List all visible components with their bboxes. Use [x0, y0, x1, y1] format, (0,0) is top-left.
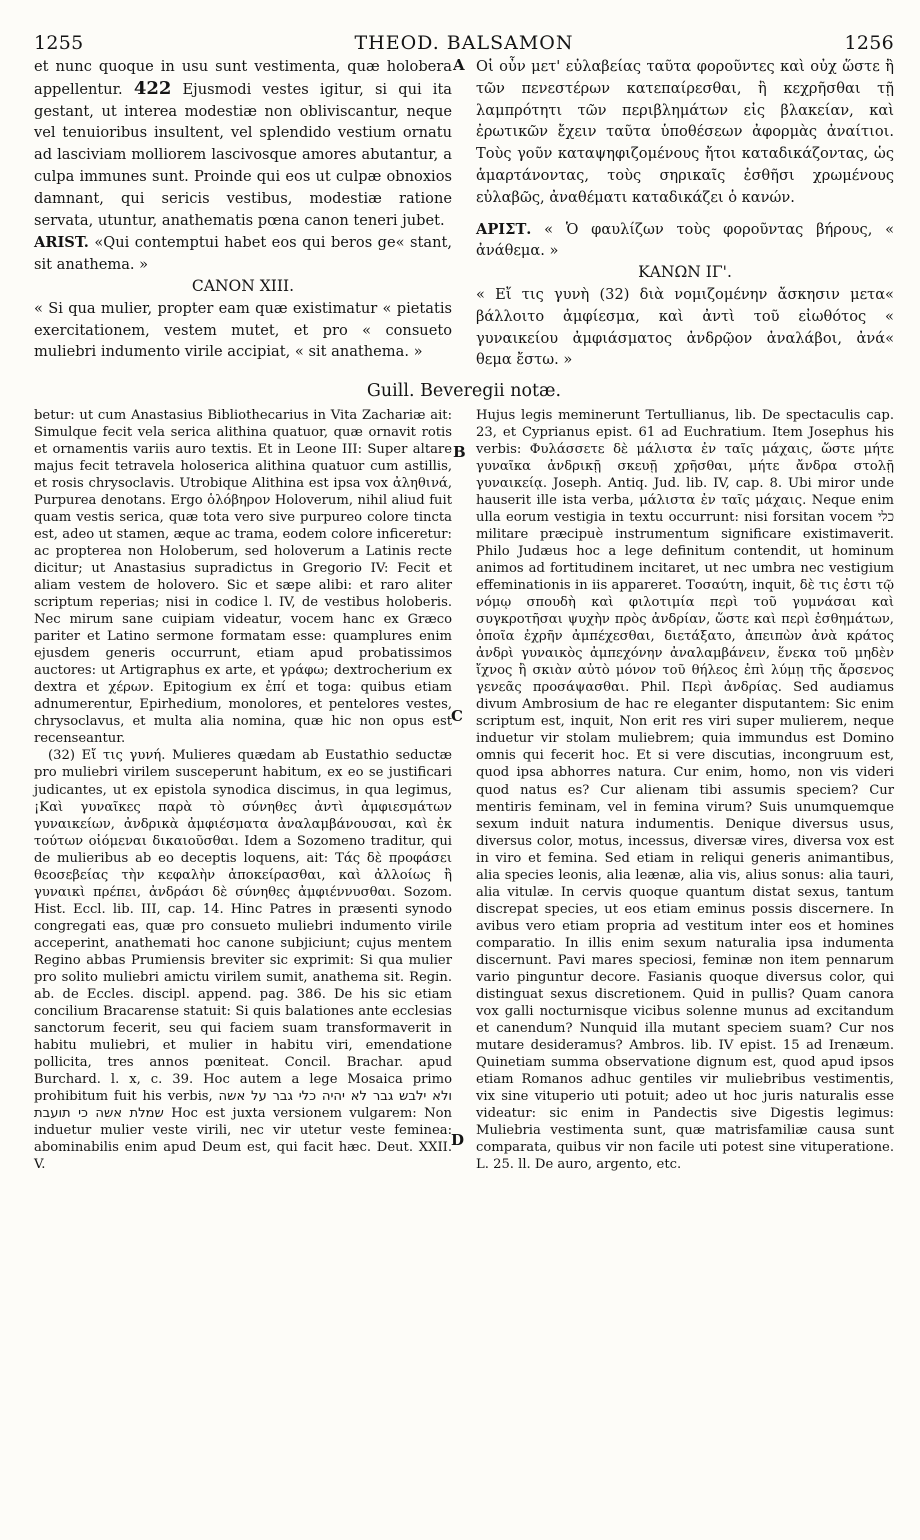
greek-paragraph: Οἱ οὖν μετ' εὐλαβείας ταῦτα φοροῦντες καὶ οὐχ ὥστε ἢ τῶν πενεστέρων κατεπαίρεσθαι, ἢ κεχρῆσθαι τῇ λαμπρότητι τῶν περιβλημάτων εἰς βλακείαν, καὶ ἐρωτικῶν ἔχειν ταῦτα ὑποθέσεων ἀφορμὰς ἀναίτιοι. Τοὺς γοῦν καταψηφιζομένους ἤτοι καταδικάζοντας, ὡς ἁμαρτάνοντας, τοὺς σηρικαῖς ἐσθῆσι χρωμένους εὐλαβῶς, ἀναθέματι καταδικάζει ὁ κανών.: [476, 58, 894, 206]
greek-column-upper: [476, 56, 894, 371]
note-32-text-cont: Hoc est juxta versionem vulgarem: Non induetur mulier veste virili, nec vir utetur veste feminea: abominabilis enim apud Deum est, qui facit hæc. Deut. XXII. V.: [34, 1105, 452, 1172]
arist-text-greek: « Ὁ φαυλίζων τοὺς φοροῦντας βήρους, « ἀνάθεμα. »: [476, 220, 895, 260]
canon-text-greek: « Εἴ τις γυνὴ (32) διὰ νομιζομένην ἄσκησιν μετα« βάλλοιτο ἀμφίεσμα, καὶ ἀντὶ τοῦ εἰωθότος « γυναικείου ἀμφιάσματος ἀνδρῷον ἀναλάβοι, ἀνά« θεμα ἔστω. »: [476, 285, 894, 369]
latin-text: et nunc quoque in usu sunt vestimenta, quæ holobera appellentur.: [34, 58, 452, 98]
arist-label-greek: ΑΡΙΣΤ.: [476, 220, 532, 238]
notes-section: [34, 407, 894, 1173]
canon-title-latin: CANON XIII.: [191, 276, 295, 295]
notes-column-right: [476, 407, 894, 1173]
note-32-text: (32) Εἴ τις γυνή. Mulieres quædam ab Eustathio seductæ pro muliebri virilem susceperunt habitum, ex eo se justificari judicantes, ut ex epistola synodica discimus, in qua legimus, ¡Καὶ γυναῖκες παρὰ τὸ σύνηθες ἀντὶ ἀμφιεσμάτων γυναικείων, ἀνδρικὰ ἀμφιέσματα ἀναλαμβάνουσαι, καὶ ἐκ τούτων οἰόμεναι δικαιοῦσθαι. Idem a Sozomeno traditur, qui de mulieribus ab eo deceptis loquens, ait: Τάς δὲ προφάσει θεοσεβείας τὴν κεφαλὴν ἀποκείρασθαι, καὶ ἀλλοίως ἢ γυναικὶ πρέπει, ἀνδράσι δὲ σύνηθες ἀμφιέννυσθαι. Sozom. Hist. Eccl. lib. III, cap. 14. Hinc Patres in præsenti synodo congregati eas, quæ pro consueto muliebri indumento virile acceperint, anathemati hoc canone subjiciunt; cujus mentem Regino abbas Prumiensis breviter sic exprimit: Si qua mulier pro solito muliebri amictu virilem sumit, anathema sit. Regin. ab. de Eccles. discipl. append. pag. 386. De his sic etiam concilium Bracarense statuit: Si quis balationes ante ecclesias sanctorum fecerit, seu qui faciem suam transformaverit in habitu muliebri, et mulier in habitu viri, emendatione pollicita, tres annos pœniteat. Concil. Brachar. apud Burchard. l. x, c. 39. Hoc autem a lege Mosaica primo prohibitum fuit his verbis,: [34, 748, 452, 1104]
arist-label: ARIST.: [34, 234, 89, 252]
page-number-right: 1256: [844, 32, 894, 54]
running-title: THEOD. BALSAMON: [354, 32, 574, 54]
arist-text: «Qui contemptui habet eos qui beros ge« stant, sit anathema. »: [34, 234, 453, 274]
latin-column-upper: [34, 56, 452, 371]
hebrew-verse-2: ולא ילבש גבר שמלת אשה כי תועבת: [34, 1088, 453, 1121]
canon-text-latin: « Si qua mulier, propter eam quæ existimatur « pietatis exercitationem, vestem mutet, et pro « consueto muliebri indumento virile accipiat, « sit anathema. »: [34, 299, 452, 361]
margin-letter-c: C: [451, 707, 463, 726]
hebrew-verse-1: לא יהיה כלי גבר על אשה: [218, 1088, 368, 1104]
note-paragraph-right: Hujus legis meminerunt Tertullianus, lib. De spectaculis cap. 23, et Cyprianus epist. 61 ad Euchratium. Item Josephus his verbis: Φυλάσσετε δὲ μάλιστα ἐν ταῖς μάχαις, ὥστε μήτε γυναῖκα ἀνδρικῇ σκευῇ χρῆσθαι, μήτε ἄνδρα στολῇ γυναικείᾳ. Joseph. Antiq. Jud. lib. IV, cap. 8. Ubi miror unde hauserit ille ista verba, μάλιστα ἐν ταῖς μάχαις. Neque enim ulla eorum vestigia in textu occurrunt: nisi forsitan vocem כלי militare præcipuè instrumentum significare existimaverit. Philo Judæus hoc a lege definitum contendit, ut hominum animos ad fortitudinem incitaret, ut nec umbra nec vestigium effeminationis in iis appareret. Τοσαύτη, inquit, δὲ τις ἐστι τῷ νόμῳ σπουδὴ καὶ φιλοτιμία περὶ τοῦ γυμνάσαι καὶ συγκροτῆσαι ψυχὴν πρὸς ἀνδρίαν, ὥστε καὶ περὶ ἐσθημάτων, ὁποῖα ἐχρῆν ἀμπέχεσθαι, διετάξατο, ἀπειπὼν ἀνὰ κράτος ἀνδρὶ γυναικὸς ἀμπεχόνην ἀναλαμβάνειν, ἕνεκα τοῦ μηδὲν ἴχνος ἢ σκιὰν αὐτὸ μόνον τοῦ θήλεος ἐπὶ λύμῃ τῆς ἄρσενος γενεᾶς προσάψασθαι. Phil. Περὶ ἀνδρίας. Sed audiamus divum Ambrosium de hac re eleganter disputantem: Sic enim scriptum est, inquit, Non erit res viri super mulierem, neque induetur vir stolam muliebrem; quia immundus est Domino omnis qui fecerit hoc. Et si vere discutias, incongruum est, quod ipsa abhorres natura. Cur enim, homo, non vis videri quod natus es? Cur alienam tibi assumis speciem? Cur mentiris feminam, vel in femina virum? Suis unumquemque sexum induit natura indumentis. Denique diversus usus, diversus color, motus, incessus, diversæ vires, diversa vox est in viro et femina. Sed etiam in reliqui generis animantibus, alia species leonis, alia leænæ, alia vis, alius sonus: alia tauri, alia vitulæ. In cervis quoque quantum distat sexus, tantum discrepat species, ut eos etiam eminus possis discernere. In avibus vero etiam propria ad vestitum inter eos et homines comparatio. In illis enim sexum naturalia ipsa indumenta discernunt. Pavi mares speciosi, feminæ non item pennarum vario pinguntur decore. Fasianis quoque diversus color, qui distinguat sexus discretionem. Quid in pullis? Quam canora vox galli nocturnisque vicibus solenne munus ad excitandum et canendum? Nunquid illa mutant speciem suam? Cur nos mutare desideramus? Ambros. lib. IV epist. 15 ad Irenæum. Quinetiam summa observatione dignum est, quod apud ipsos etiam Romanos adhuc gentiles vir muliebribus vestimentis, vix sine vituperio uti potuit; adeo ut hoc juris naturalis esse videatur: sic enim in Pandectis sive Digestis legimus: Muliebria vestimenta sunt, quæ matrisfamiliæ causa sunt comparata, quibus vir non facile uti potest sine vituperatione. L. 25. ll. De auro, argento, etc.: [476, 408, 894, 1172]
notes-heading: Guill. Beveregii notæ.: [366, 381, 562, 402]
canon-title-greek: ΚΑΝΩΝ ΙΓ'.: [638, 263, 732, 282]
note-paragraph-2: [34, 747, 452, 1172]
page-number-left: 1255: [34, 32, 84, 54]
margin-letter-a: A: [453, 56, 465, 74]
margin-letter-d: D: [451, 1131, 465, 1150]
latin-arist-line: [34, 232, 452, 276]
note-paragraph-1: betur: ut cum Anastasius Bibliothecarius in Vita Zachariæ ait: Simulque fecit vela serica alithina quatuor, quæ ornavit rotis et ornamentis variis auro textis. Et in Leone III: Super altare majus fecit tetravela holoserica alithina quatuor cum astillis, et rosis chrysoclavis. Utrobique Alithina est ipsa vox ἀληθινά, Purpurea denotans. Ergo ὁλόβηρον Holoverum, nihil aliud fuit quam vestis serica, quæ tota vero sive purpureo colore tincta est, adeo ut stamen, æque ac trama, eodem colore inficeretur: ac propterea non Holoberum, sed holoverum a Latinis recte dicitur; ut Anastasius supradictus in Gregorio IV: Fecit et aliam vestem de holovero. Sic et sæpe alibi: et raro aliter scriptum reperias; nisi in codice l. IV, de vestibus holoberis. Nec mirum sane cuipiam videatur, vocem hanc ex Græco pariter et Latino sermone formatam esse: quamplures enim ejusdem generis occurrunt, etiam apud probatissimos auctores: ut Artigraphus ex arte, et γράφω; dextrocherium ex dextra et χέρων. Epitogium ex ἐπί et toga: quibus etiam adnumerentur, Epirhedium, monolores, et pentelores vestes, chrysoclavus, et multa alia nomina, quæ hic non opus est recenseantur.: [34, 408, 452, 747]
greek-arist-line: [476, 219, 894, 263]
column-number-marker: 422: [133, 77, 172, 99]
running-header: [34, 22, 894, 56]
margin-letter-b: B: [453, 443, 466, 461]
latin-text-cont: Ejusmodi vestes igitur, si qui ita gestant, ut interea modestiæ non obliviscantur, neque vel tenuioribus insultent, vel splendido vestium ornatu ad lasciviam molliorem lascivosque amores abutantur, a culpa immunes sunt. Proinde qui eos ut culpæ obnoxios damnant, qui sericis vestibus, modestiæ ratione servata, utuntur, anathematis pœna canon teneri jubet.: [34, 80, 453, 229]
latin-paragraph: [34, 56, 452, 231]
notes-column-left: [34, 407, 452, 1173]
